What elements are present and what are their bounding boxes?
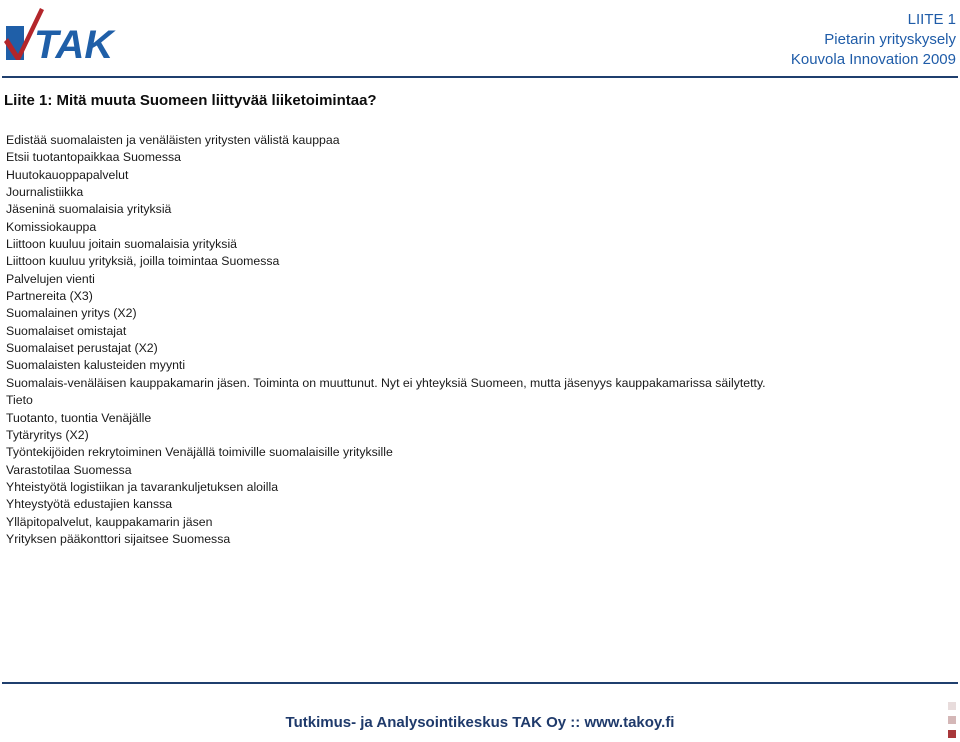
decorative-squares	[948, 702, 958, 740]
list-item: Varastotilaa Suomessa	[6, 462, 132, 477]
square-dark	[948, 730, 956, 738]
list-item: Ylläpitopalvelut, kauppakamarin jäsen	[6, 514, 213, 529]
list-item: Yrityksen pääkonttori sijaitsee Suomessa	[6, 531, 231, 546]
list-item: Tytäryritys (X2)	[6, 427, 89, 442]
list-item: Suomalaiset omistajat	[6, 323, 127, 338]
square-light	[948, 702, 956, 710]
list-item: Työntekijöiden rekrytoiminen Venäjällä toimiville suomalaisille yrityksille	[6, 445, 393, 460]
tak-logo	[4, 2, 144, 66]
list-item: Tieto	[6, 393, 33, 408]
list-item: Suomalaiset perustajat (X2)	[6, 341, 158, 356]
list-item: Edistää suomalaisten ja venäläisten yritysten välistä kauppaa	[6, 133, 340, 147]
list-item: Etsii tuotantopaikkaa Suomessa	[6, 150, 181, 165]
list-item: Partnereita (X3)	[6, 289, 93, 304]
square-medium	[948, 716, 956, 724]
page-title: Liite 1: Mitä muuta Suomeen liittyvää liiketoimintaa?	[4, 92, 377, 109]
list-item: Komissiokauppa	[6, 219, 97, 234]
list-item: Jäseninä suomalaisia yrityksiä	[6, 202, 172, 217]
list-item: Yhteystyötä edustajien kanssa	[6, 497, 173, 512]
appendix-label: LIITE 1	[907, 11, 956, 28]
list-item: Suomalaisten kalusteiden myynti	[6, 358, 186, 373]
list-item: Palvelujen vienti	[6, 271, 95, 286]
response-list	[6, 132, 766, 548]
logo-text: TAK	[34, 23, 114, 66]
list-item: Huutokauoppapalvelut	[6, 167, 129, 182]
list-item: Liittoon kuuluu joitain suomalaisia yrityksiä	[6, 237, 238, 252]
survey-title: Pietarin yrityskysely	[824, 31, 956, 48]
footer-divider	[2, 682, 958, 684]
footer-text: Tutkimus- ja Analysointikeskus TAK Oy :: www.takoy.fi	[285, 714, 675, 731]
organization-year: Kouvola Innovation 2009	[790, 51, 956, 68]
list-item: Yhteistyötä logistiikan ja tavarankuljetuksen aloilla	[6, 479, 279, 494]
list-item: Suomalais-venäläisen kauppakamarin jäsen. Toiminta on muuttunut. Nyt ei yhteyksiä Suomeen, mutta jäsenyys kauppakamarissa säilytetty.	[6, 375, 766, 390]
header-divider	[2, 76, 958, 78]
list-item: Journalistiikka	[6, 185, 84, 200]
list-item: Suomalainen yritys (X2)	[6, 306, 137, 321]
list-item: Liittoon kuuluu yrityksiä, joilla toimintaa Suomessa	[6, 254, 280, 269]
list-item: Tuotanto, tuontia Venäjälle	[6, 410, 152, 425]
header-info	[791, 10, 956, 70]
